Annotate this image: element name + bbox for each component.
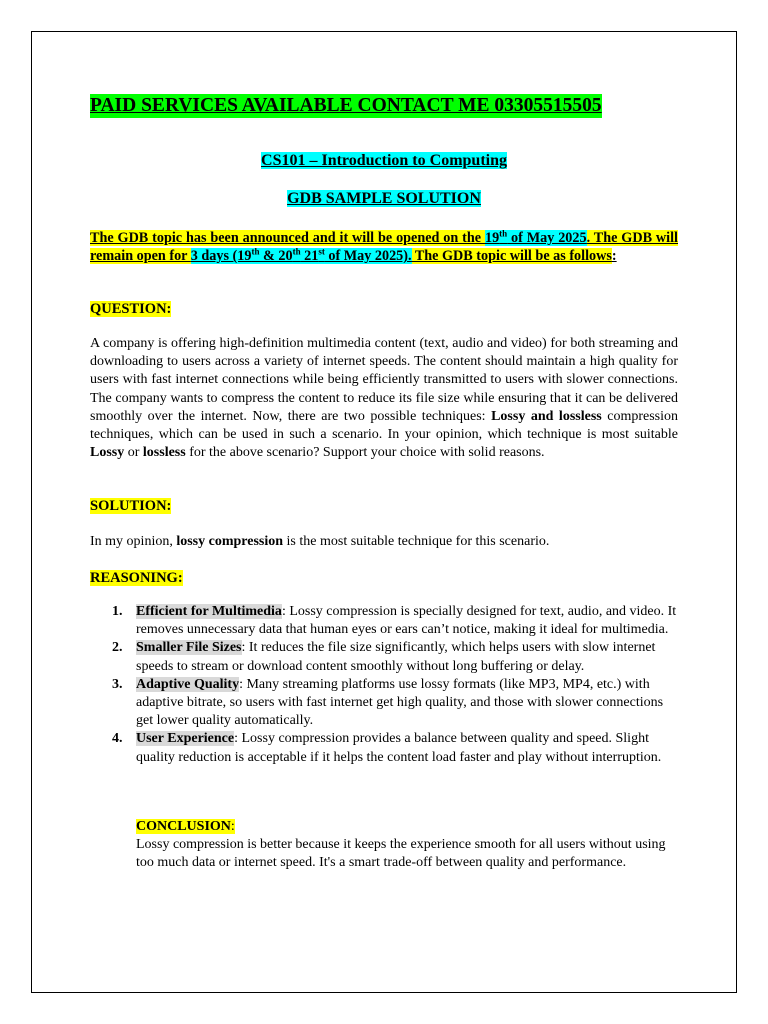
- conclusion-colon: :: [230, 819, 235, 834]
- announcement-days-sup2: th: [292, 246, 301, 257]
- reasoning-heading-text: REASONING:: [90, 570, 183, 586]
- question-text-2: compression techniques, which can be used in such a scenario. In your opinion, which technique is most suitable: [90, 408, 679, 443]
- list-item-title: Efficient for Multimedia: [136, 604, 282, 619]
- announcement-days-b: & 20: [259, 248, 293, 265]
- conclusion: [136, 818, 676, 873]
- gdb-title: [0, 189, 768, 209]
- question-text: [90, 335, 678, 462]
- announcement-date-num: 19: [484, 230, 500, 246]
- solution-text-1: In my opinion,: [90, 534, 177, 549]
- reasoning-list: [112, 603, 678, 767]
- announcement-text-3: The GDB topic will be as follows: [411, 248, 612, 265]
- list-item-number: 2.: [112, 640, 123, 656]
- conclusion-heading-text: CONCLUSION: [136, 819, 231, 834]
- conclusion-text: Lossy compression is better because it keeps the experience smooth for all users without using too much data or internet speed. It's a smart trade-off between quality and performance.: [136, 837, 666, 871]
- announcement-days-d: of May 2025).: [324, 248, 412, 265]
- announcement-text-2: . The GDB will remain open for: [90, 230, 678, 265]
- announcement-days: [191, 248, 412, 264]
- announcement-colon: :: [611, 248, 617, 265]
- list-item-text: : Lossy compression provides a balance between quality and speed. Slight quality reduction is acceptable if it helps the content load faster and play without interruption.: [136, 731, 662, 765]
- list-item-title: Smaller File Sizes: [136, 640, 242, 656]
- question-text-3: or: [124, 445, 143, 461]
- list-item-title: User Experience: [136, 731, 235, 747]
- announcement-days-a: 3 days (19: [190, 248, 252, 265]
- list-item-number: 1.: [112, 604, 123, 619]
- question-heading: [90, 300, 171, 318]
- question-bold-1: Lossy and lossless: [491, 408, 602, 424]
- announcement: [90, 229, 678, 266]
- reasoning-heading: [90, 569, 183, 587]
- announcement-text-1: The GDB topic has been announced and it will be opened on the: [90, 230, 485, 246]
- list-item-text: : Lossy compression is specially designed for text, audio, and video. It removes unnecessary data that human eyes or ears can’t notice, making it ideal for multimedia.: [136, 604, 677, 638]
- solution-text-2: is the most suitable technique for this scenario.: [283, 534, 550, 549]
- solution-heading-text: SOLUTION:: [90, 498, 172, 514]
- course-title-text: CS101 – Introduction to Computing: [261, 152, 507, 169]
- list-item: [112, 730, 678, 766]
- gdb-title-text: GDB SAMPLE SOLUTION: [287, 190, 481, 207]
- solution-bold: lossy compression: [176, 534, 284, 549]
- announcement-days-sup1: th: [251, 246, 260, 257]
- list-item-number: 3.: [112, 676, 123, 692]
- list-item: [112, 603, 678, 639]
- announcement-date-rest: of May 2025: [507, 230, 587, 246]
- list-item-number: 4.: [112, 731, 123, 747]
- list-item-text: : It reduces the file size significantly, which helps users with slow internet speeds to stream or download content smoothly without long buffering or delay.: [136, 640, 656, 674]
- list-item: [112, 676, 678, 731]
- announcement-date-sup: th: [499, 228, 508, 239]
- course-title: [0, 151, 768, 171]
- contact-banner: PAID SERVICES AVAILABLE CONTACT ME 03305515505: [90, 95, 602, 116]
- solution-text: [90, 533, 678, 551]
- announcement-date: [485, 230, 587, 246]
- list-item: [112, 639, 678, 675]
- solution-heading: [90, 497, 171, 515]
- question-heading-text: QUESTION:: [90, 301, 172, 317]
- list-item-title: Adaptive Quality: [136, 676, 240, 692]
- announcement-days-sup3: st: [318, 246, 325, 257]
- question-text-1: A company is offering high-definition multimedia content (text, audio and video) for both streaming and downloading to users across a variety of internet speeds. The content should maintain a high quality for users with fast internet connections while being efficiently transmitted to users with slower connections. The company wants to compress the content to reduce its file size while ensuring that it can be delivered smoothly over the internet. Now, there are two possible techniques:: [90, 336, 678, 424]
- question-bold-2: Lossy: [90, 445, 125, 461]
- conclusion-heading: [136, 818, 676, 836]
- list-item-text: : Many streaming platforms use lossy formats (like MP3, MP4, etc.) with adaptive bitrate, so users with fast internet get high quality, and those with slower connections get lower quality automatically.: [136, 676, 664, 729]
- announcement-days-c: 21: [300, 248, 319, 265]
- question-bold-3: lossless: [142, 445, 186, 461]
- question-text-4: for the above scenario? Support your choice with solid reasons.: [185, 445, 545, 461]
